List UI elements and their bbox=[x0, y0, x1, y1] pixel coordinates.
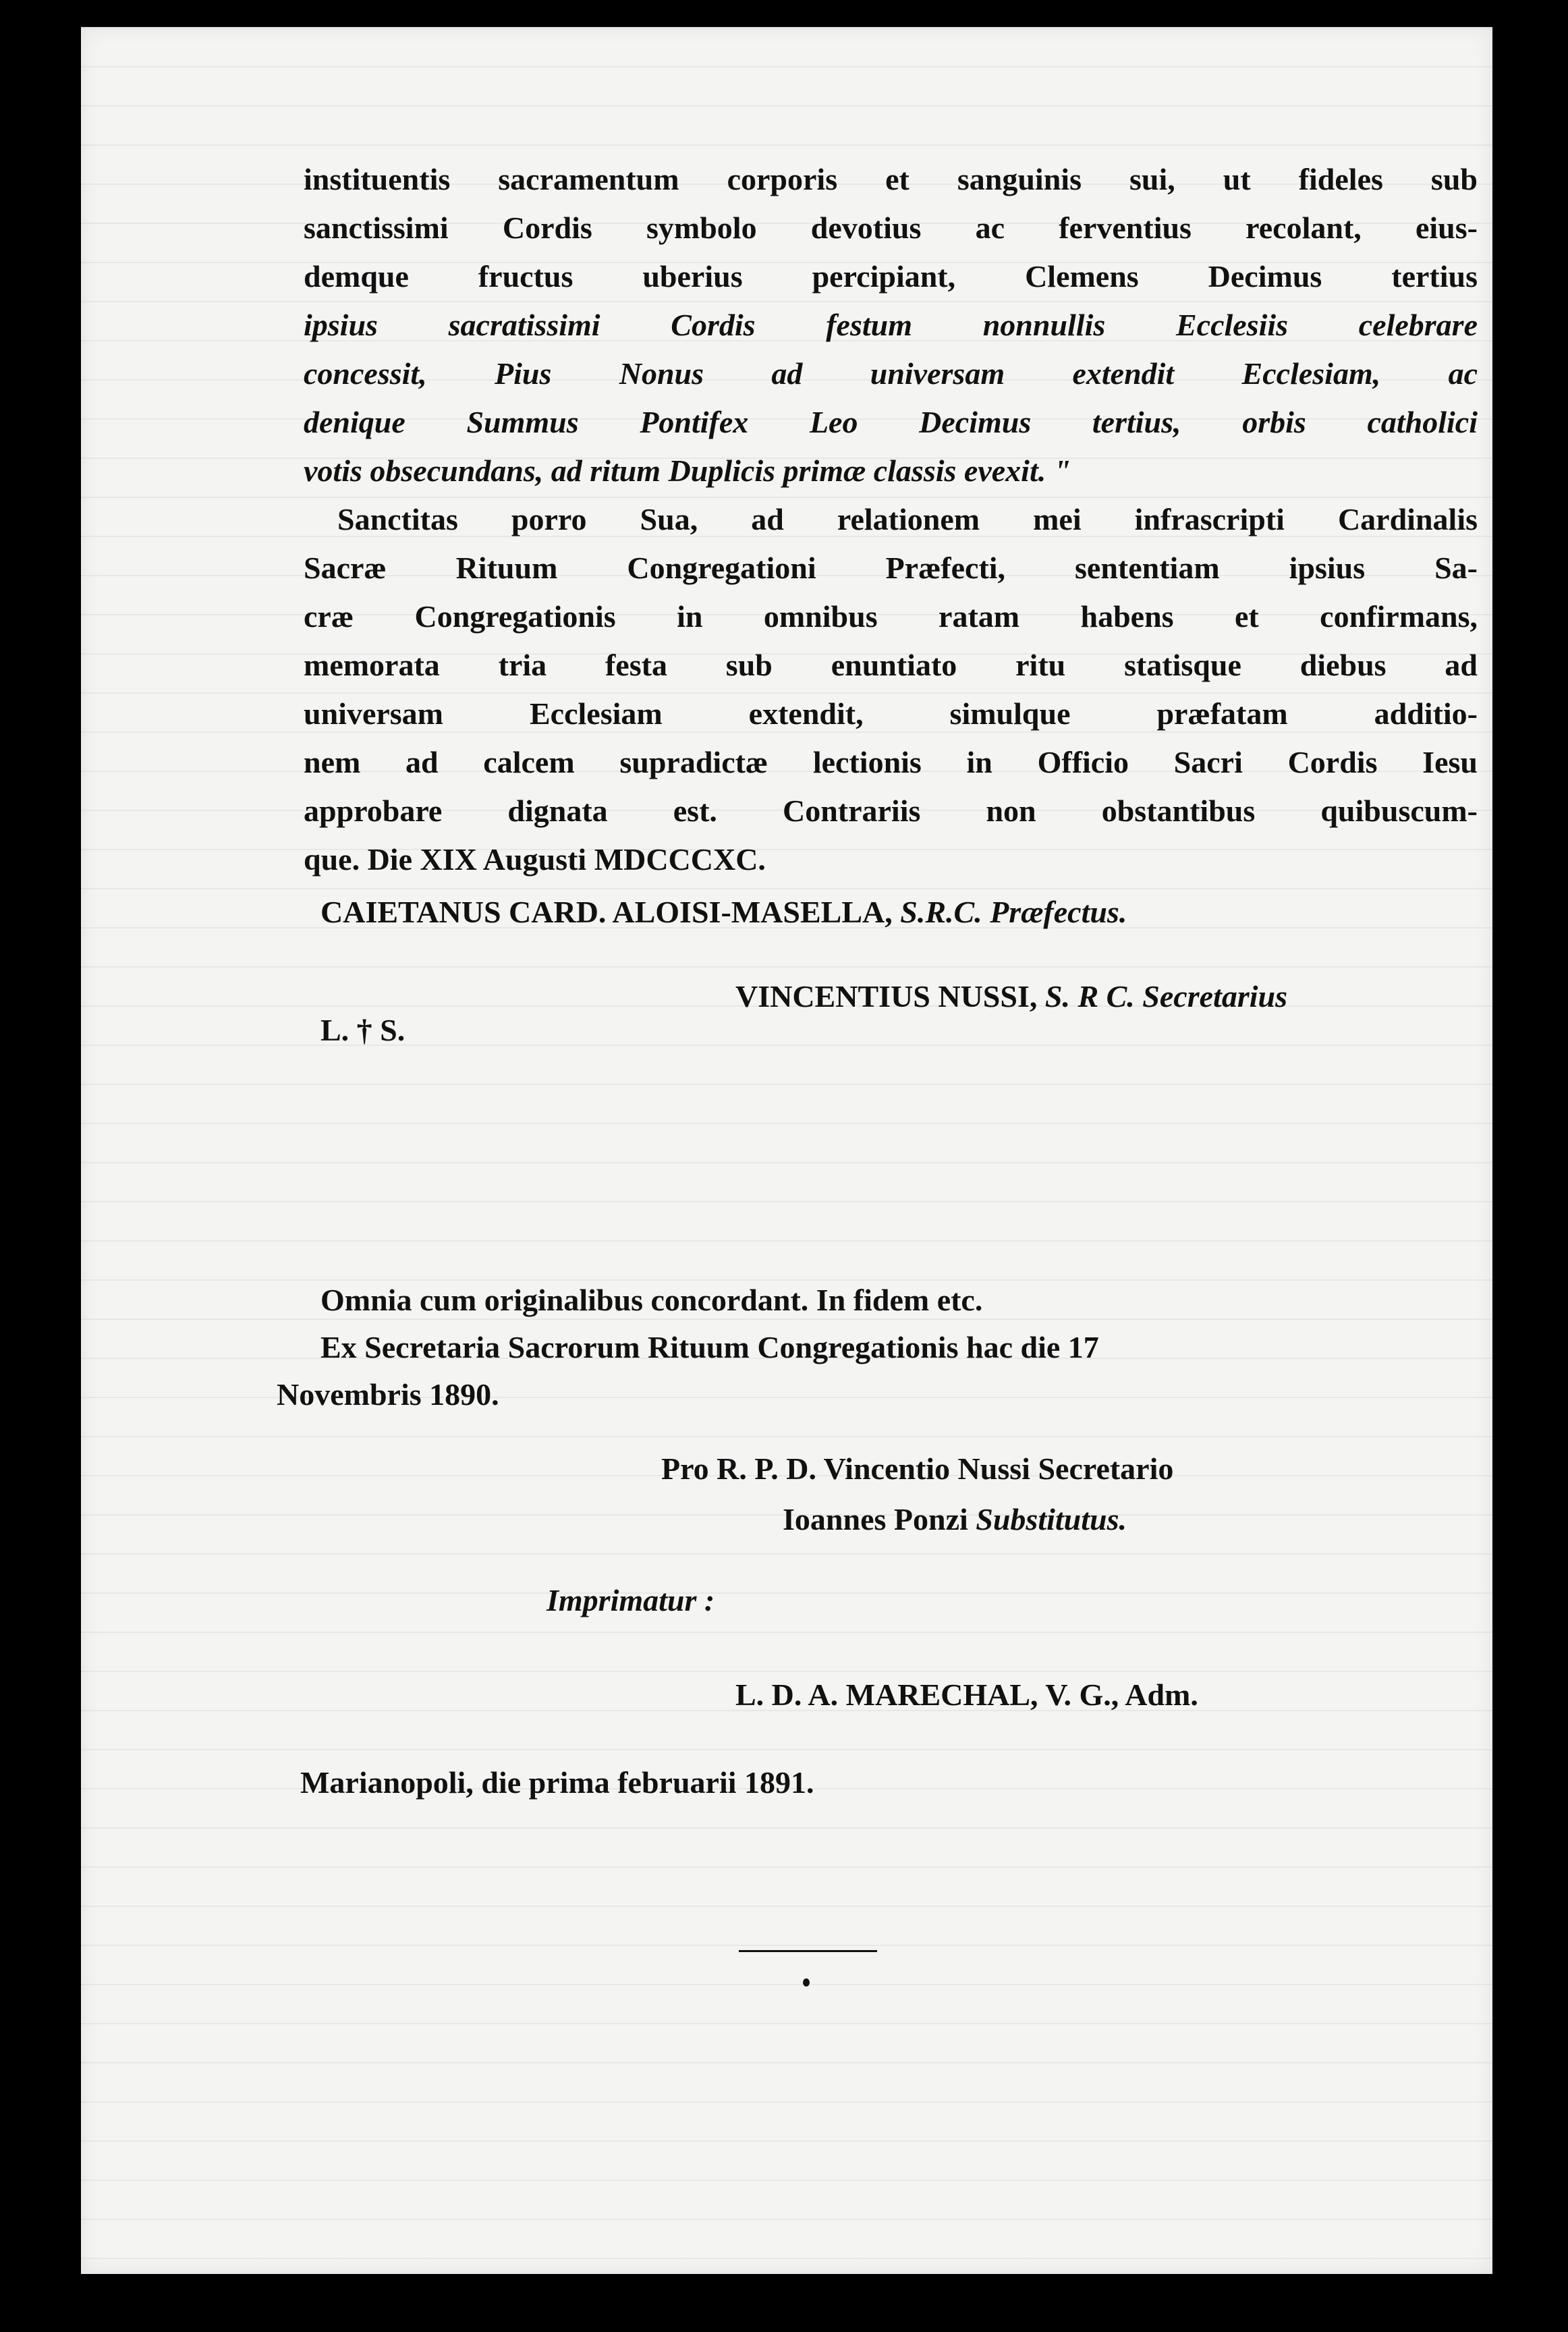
paragraph-line: sanctissimi Cordis symbolo devotius ac ferventius recolant, eius- bbox=[304, 211, 1478, 245]
cardinal-signature bbox=[320, 894, 1127, 930]
imprimatur-signer: L. D. A. MARECHAL, V. G., Adm. bbox=[735, 1677, 1198, 1712]
substitute-title: Substitutus. bbox=[976, 1502, 1127, 1536]
closing-rule bbox=[739, 1950, 877, 1952]
paragraph-line: votis obsecundans, ad ritum Duplicis primæ classis evexit. " bbox=[304, 453, 1071, 488]
decree-text bbox=[304, 155, 1478, 884]
imprimatur-label: Imprimatur : bbox=[547, 1583, 715, 1617]
pro-secretary-line: Pro R. P. D. Vincentio Nussi Secretario bbox=[661, 1451, 1174, 1486]
secretary-name: VINCENTIUS NUSSI, bbox=[735, 979, 1038, 1014]
paragraph-line: demque fructus uberius percipiant, Clemens Decimus tertius bbox=[304, 259, 1478, 294]
paragraph-line: instituentis sacramentum corporis et sanguinis sui, ut fideles sub bbox=[304, 162, 1478, 196]
paragraph-line: Sacræ Rituum Congregationi Præfecti, sententiam ipsius Sa- bbox=[304, 551, 1478, 585]
paragraph-line: cræ Congregationis in omnibus ratam habens et confirmans, bbox=[304, 599, 1478, 634]
secretary-signature bbox=[735, 978, 1287, 1014]
seal-mark: L. † S. bbox=[320, 1013, 405, 1047]
paragraph-line: nem ad calcem supradictæ lectionis in Officio Sacri Cordis Iesu bbox=[304, 745, 1478, 779]
paragraph-line: memorata tria festa sub enuntiato ritu statisque diebus ad bbox=[304, 648, 1478, 682]
paragraph-line: Sanctitas porro Sua, ad relationem mei infrascripti Cardinalis bbox=[337, 502, 1478, 536]
paragraph-line: que. Die XIX Augusti MDCCCXC. bbox=[304, 842, 766, 877]
certification-line: Omnia cum originalibus concordant. In fidem etc. bbox=[320, 1283, 983, 1317]
closing-dot bbox=[803, 1978, 810, 1987]
paragraph-line: concessit, Pius Nonus ad universam extendit Ecclesiam, ac bbox=[304, 356, 1478, 391]
paragraph-line: approbare dignata est. Contrariis non obstantibus quibuscum- bbox=[304, 794, 1478, 828]
cardinal-name: CAIETANUS CARD. ALOISI-MASELLA, bbox=[320, 895, 893, 929]
document-page bbox=[81, 27, 1492, 2274]
place-date: Marianopoli, die prima februarii 1891. bbox=[300, 1765, 814, 1800]
substitute-signature bbox=[783, 1501, 1127, 1537]
substitute-name: Ioannes Ponzi bbox=[783, 1502, 968, 1536]
certification-line: Ex Secretaria Sacrorum Rituum Congregationis hac die 17 bbox=[320, 1330, 1099, 1364]
secretary-title: S. R C. Secretarius bbox=[1044, 979, 1287, 1014]
paragraph-line: ipsius sacratissimi Cordis festum nonnullis Ecclesiis celebrare bbox=[304, 308, 1478, 342]
paragraph-line: denique Summus Pontifex Leo Decimus tertius, orbis catholici bbox=[304, 405, 1478, 439]
paragraph-line: universam Ecclesiam extendit, simulque præfatam additio- bbox=[304, 696, 1478, 731]
cardinal-title: S.R.C. Præfectus. bbox=[900, 895, 1127, 929]
certification-date: Novembris 1890. bbox=[277, 1377, 499, 1412]
